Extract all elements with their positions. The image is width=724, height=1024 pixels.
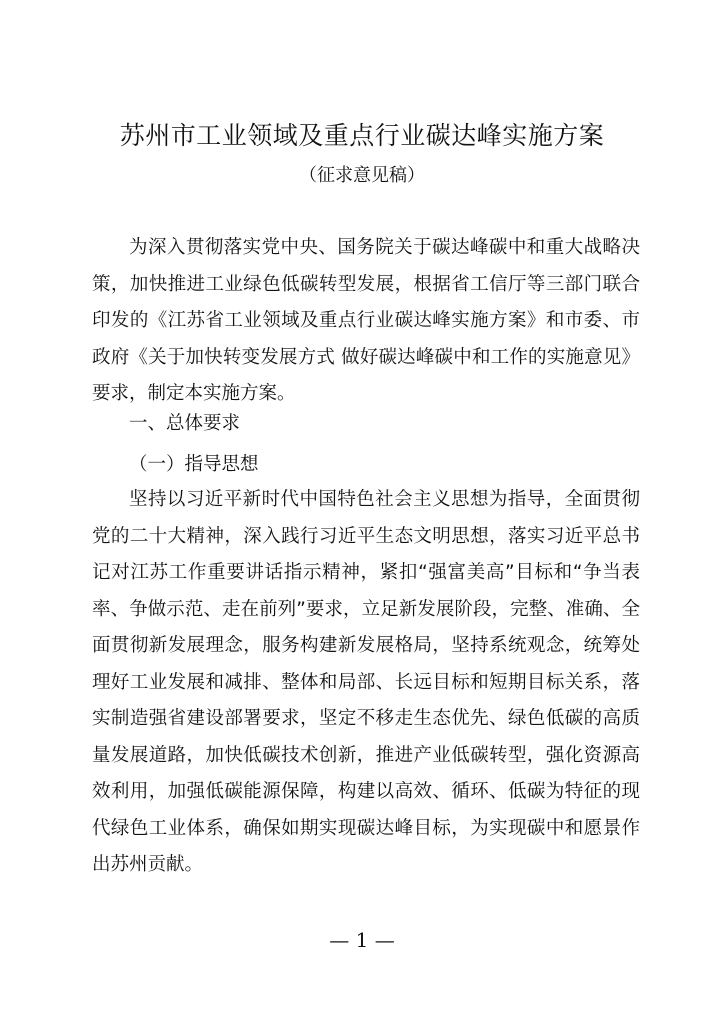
subsection-heading: （一）指导思想 <box>129 454 259 475</box>
intro-paragraph: 为深入贯彻落实党中央、国务院关于碳达峰碳中和重大战略决策，加快推进工业绿色低碳转型发展，根据省工信厅等三部门联合印发的《江苏省工业领域及重点行业碳达峰实施方案》和市委、市政府《关于加快转变发展方式 做好碳达峰碳中和工作的实施意见》要求，制定本实施方案。 <box>92 237 640 404</box>
guiding-paragraph: 坚持以习近平新时代中国特色社会主义思想为指导，全面贯彻党的二十大精神，深入践行习近平生态文明思想，落实习近平总书记对江苏工作重要讲话指示精神，紧扣“强富美高”目标和“争当表率、争做示范、走在前列”要求，立足新发展阶段，完整、准确、全面贯彻新发展理念，服务构建新发展格局，坚持系统观念，统筹处理好工业发展和减排、整体和局部、长远目标和短期目标关系，落实制造强省建设部署要求，坚定不移走生态优先、绿色低碳的高质量发展道路，加快低碳技术创新，推进产业低碳转型，强化资源高效利用，加强低碳能源保障，构建以高效、循环、低碳为特征的现代绿色工业体系，确保如期实现碳达峰目标，为实现碳中和愿景作出苏州贡献。 <box>92 489 640 875</box>
page-number: — 1 — <box>329 928 395 952</box>
document-title: 苏州市工业领域及重点行业碳达峰实施方案 <box>119 121 605 150</box>
section-heading: 一、总体要求 <box>129 413 241 434</box>
document-subtitle: （征求意见稿） <box>299 165 425 186</box>
